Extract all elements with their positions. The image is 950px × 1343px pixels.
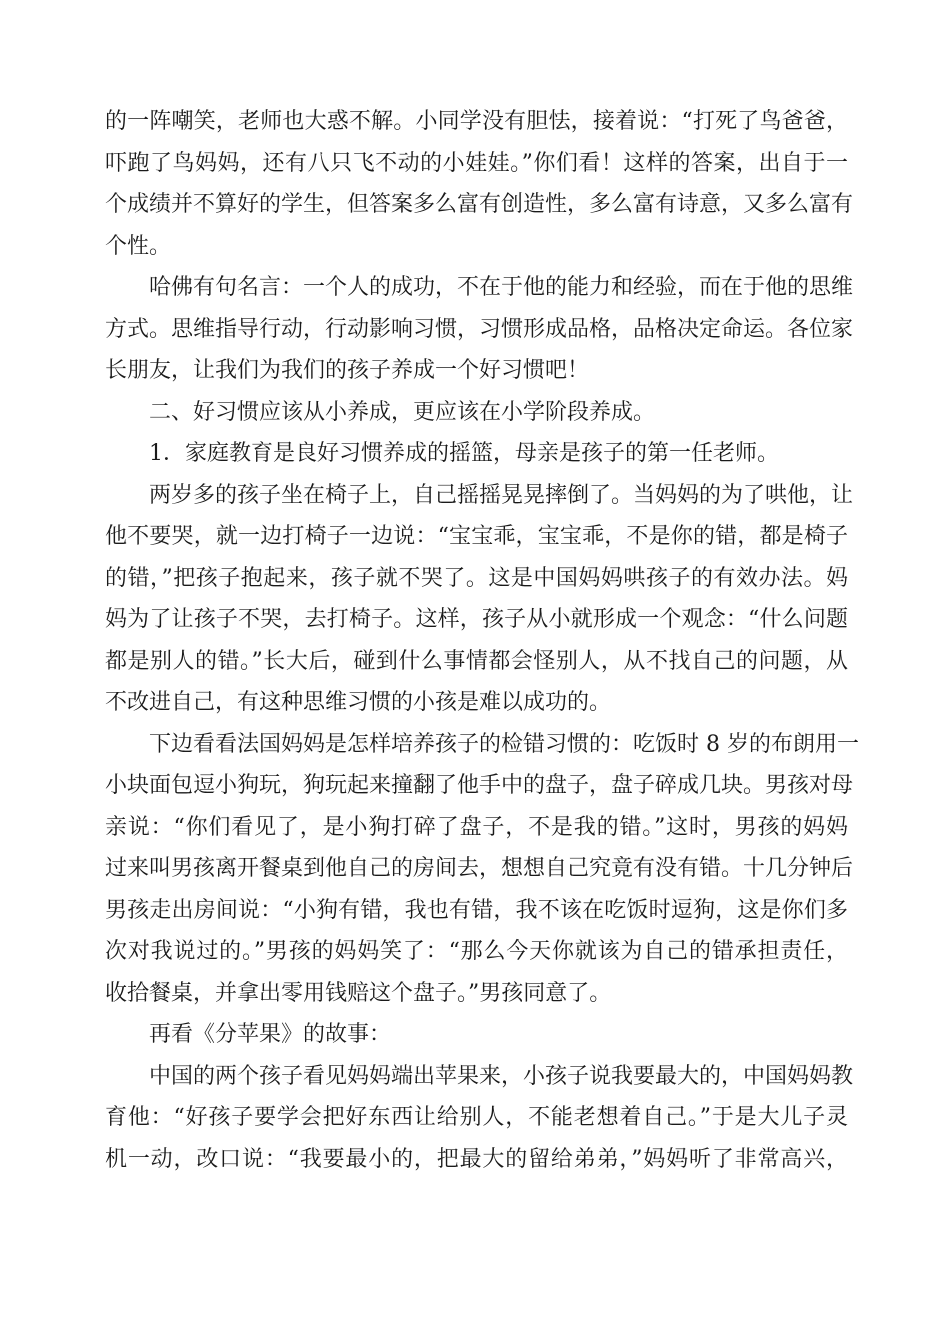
text-line: 吓跑了鸟妈妈，还有八只飞不动的小娃娃。”你们看！这样的答案，出自于一 <box>105 150 848 176</box>
text-line: 小块面包逗小狗玩，狗玩起来撞翻了他手中的盘子，盘子碎成几块。男孩对母 <box>105 773 854 798</box>
paragraph-french-mother-story <box>105 724 859 1015</box>
subsection-heading <box>105 433 848 475</box>
text-line: 两岁多的孩子坐在椅子上，自己摇摇晃晃摔倒了。当妈妈的为了哄他，让 <box>149 482 854 508</box>
text-line: 再看《分苹果》的故事： <box>149 1022 392 1047</box>
text-line: 个性。 <box>105 233 172 259</box>
text-line: 下边看看法国妈妈是怎样培养孩子的检错习惯的：吃饭时 8 岁的布朗用一 <box>149 731 859 757</box>
text-line: 亲说：“你们看见了，是小狗打碎了盘子，不是我的错。”这时，男孩的妈妈 <box>105 814 848 840</box>
paragraph-anecdote-ending <box>105 101 854 267</box>
text-line: 都是别人的错。”长大后，碰到什么事情都会怪别人，从不找自己的问题，从 <box>105 648 848 674</box>
text-line: 长朋友，让我们为我们的孩子养成一个好习惯吧！ <box>105 358 590 383</box>
document-body <box>105 101 859 1180</box>
paragraph-chair-story <box>105 475 854 724</box>
text-line: 妈为了让孩子不哭，去打椅子。这样，孩子从小就形成一个观念：“什么问题 <box>105 607 848 632</box>
text-line: 中国的两个孩子看见妈妈端出苹果来，小孩子说我要最大的，中国妈妈教 <box>149 1063 854 1089</box>
text-line: 过来叫男孩离开餐桌到他自己的房间去，想想自己究竟有没有错。十几分钟后 <box>105 856 854 881</box>
paragraph-apple-story <box>105 1056 854 1181</box>
text-line: 不改进自己，有这种思维习惯的小孩是难以成功的。 <box>105 690 612 715</box>
text-line: 机一动，改口说：“我要最小的，把最大的留给弟弟，”妈妈听了非常高兴， <box>105 1146 848 1172</box>
paragraph-apple-intro <box>105 1014 848 1056</box>
text-line: 男孩走出房间说：“小狗有错，我也有错，我不该在吃饭时逗狗，这是你们多 <box>105 897 848 923</box>
section-heading <box>105 392 848 434</box>
text-line: 育他：“好孩子要学会把好东西让给别人，不能老想着自己。”于是大儿子灵 <box>105 1105 848 1130</box>
section-heading-text: 二、好习惯应该从小养成，更应该在小学阶段养成。 <box>149 399 656 425</box>
text-line: 收拾餐桌，并拿出零用钱赔这个盘子。”男孩同意了。 <box>105 980 612 1006</box>
text-line: 的一阵嘲笑，老师也大惑不解。小同学没有胆怯，接着说：“打死了鸟爸爸， <box>105 109 848 134</box>
subsection-heading-text: 1．家庭教育是良好习惯养成的摇篮，母亲是孩子的第一任老师。 <box>149 441 779 466</box>
text-line: 个成绩并不算好的学生，但答案多么富有创造性，多么富有诗意，又多么富有 <box>105 192 854 217</box>
text-line: 次对我说过的。”男孩的妈妈笑了：“那么今天你就该为自己的错承担责任， <box>105 939 848 964</box>
text-line: 的错，”把孩子抱起来，孩子就不哭了。这是中国妈妈哄孩子的有效办法。妈 <box>105 565 848 591</box>
text-line: 哈佛有句名言：一个人的成功，不在于他的能力和经验，而在于他的思维 <box>149 275 854 300</box>
paragraph-harvard-quote <box>105 267 854 392</box>
text-line: 他不要哭，就一边打椅子一边说：“宝宝乖，宝宝乖，不是你的错，都是椅子 <box>105 524 848 549</box>
text-line: 方式。思维指导行动，行动影响习惯，习惯形成品格，品格决定命运。各位家 <box>105 316 854 342</box>
